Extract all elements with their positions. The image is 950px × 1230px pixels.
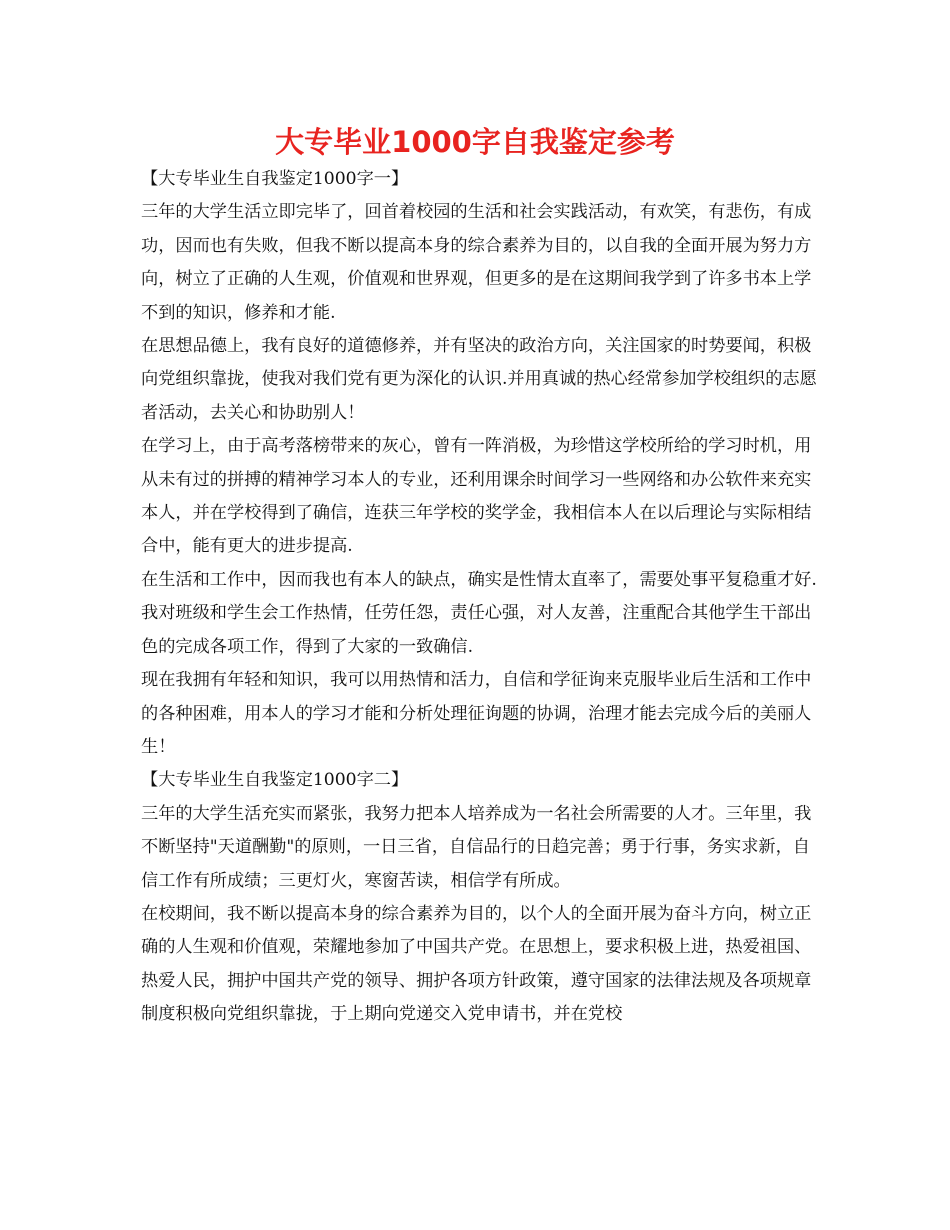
section-heading-2: 【大专毕业生自我鉴定1000字二】 bbox=[141, 770, 409, 791]
section-heading-1: 【大专毕业生自我鉴定1000字一】 bbox=[141, 169, 409, 189]
paragraph: 在学习上，由于高考落榜带来的灰心，曾有一阵消极，为珍惜这学校所给的学习时机，用从未有过的拼搏的精神学习本人的专业，还利用课余时间学习一些网络和办公软件来充实本人，并在学校得到了确信，连获三年学校的奖学金，我相信本人在以后理论与实际相结合中，能有更大的进步提高. bbox=[141, 436, 812, 557]
paragraph: 三年的大学生活充实而紧张，我努力把本人培养成为一名社会所需要的人才。三年里，我不断坚持"天道酬勤"的原则，一日三省，自信品行的日趋完善；勇于行事，务实求新，自信工作有所成绩；三更灯火，寒窗苦读，相信学有所成。 bbox=[141, 803, 812, 891]
paragraph: 在思想品德上，我有良好的道德修养，并有坚决的政治方向，关注国家的时势要闻，积极向党组织靠拢，使我对我们党有更为深化的认识.并用真诚的热心经常参加学校组织的志愿者活动，去关心和协助别人！ bbox=[141, 336, 817, 423]
paragraph: 在校期间，我不断以提高本身的综合素养为目的，以个人的全面开展为奋斗方向，树立正确的人生观和价值观，荣耀地参加了中国共产党。在思想上，要求积极上进，热爱祖国、热爱人民，拥护中国共产党的领导、拥护各项方针政策，遵守国家的法律法规及各项规章制度积极向党组织靠拢，于上期向党递交入党申请书，并在党校 bbox=[141, 903, 812, 1025]
document-title: 大专毕业1000字自我鉴定参考 bbox=[275, 125, 675, 159]
document-body bbox=[141, 163, 821, 1032]
paragraph: 现在我拥有年轻和知识，我可以用热情和活力，自信和学征询来克服毕业后生活和工作中的各种困难，用本人的学习才能和分析处理征询题的协调，治理才能去完成今后的美丽人生！ bbox=[141, 670, 812, 757]
paragraph: 三年的大学生活立即完毕了，回首着校园的生活和社会实践活动，有欢笑，有悲伤，有成功，因而也有失败，但我不断以提高本身的综合素养为目的，以自我的全面开展为努力方向，树立了正确的人生观，价值观和世界观，但更多的是在这期间我学到了许多书本上学不到的知识，修养和才能. bbox=[141, 202, 812, 323]
paragraph: 在生活和工作中，因而我也有本人的缺点，确实是性情太直率了，需要处事平复稳重才好.我对班级和学生会工作热情，任劳任怨，责任心强，对人友善，注重配合其他学生干部出色的完成各项工作，得到了大家的一致确信. bbox=[141, 569, 817, 657]
